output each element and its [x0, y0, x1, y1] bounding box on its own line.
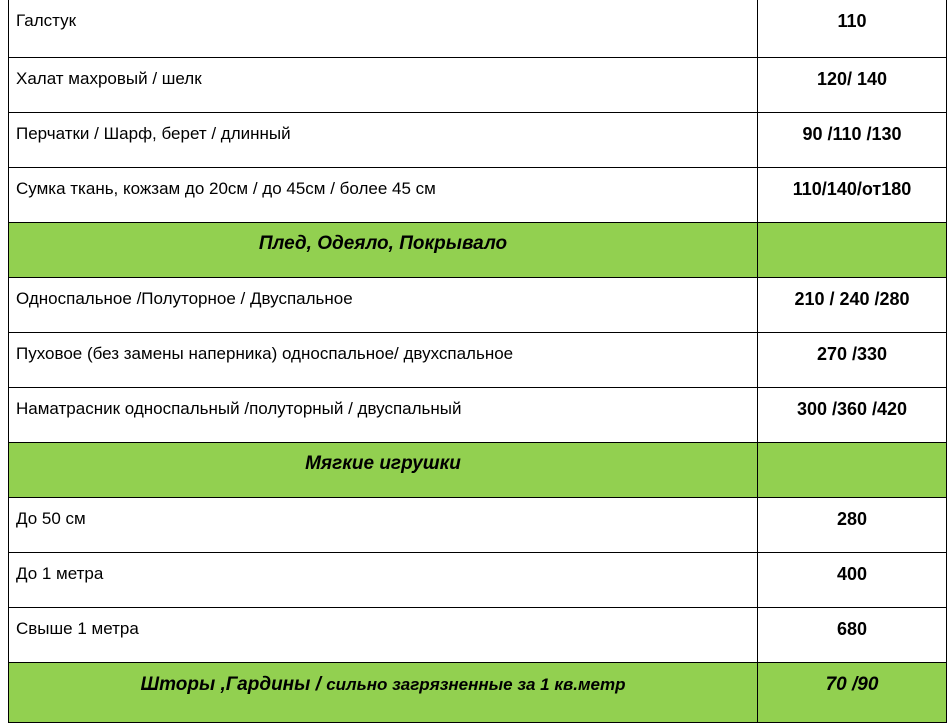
section-heading: Мягкие игрушки [305, 453, 461, 474]
item-price: 210 / 240 /280 [794, 289, 910, 309]
item-price: 70 /90 [825, 674, 879, 695]
item-price: 120/ 140 [816, 69, 888, 89]
item-price: 110 [837, 11, 867, 31]
item-price: 280 [836, 509, 868, 529]
section-heading-sub: сильно загрязненные за 1 кв.метр [326, 675, 626, 694]
table-row [9, 553, 946, 608]
table-row [9, 113, 946, 168]
item-price: 90 /110 /130 [802, 124, 902, 144]
section-heading-row [9, 443, 946, 498]
table-row [9, 168, 946, 223]
item-price: 110/140/от180 [792, 179, 912, 199]
table-row [9, 58, 946, 113]
table-row [9, 0, 946, 58]
table-row [9, 498, 946, 553]
section-heading-main: Шторы ,Гардины / [140, 674, 321, 695]
table-row [9, 388, 946, 443]
item-label: Сумка ткань, кожзам до 20см / до 45см / более 45 см [16, 179, 436, 198]
section-heading: Плед, Одеяло, Покрывало [258, 233, 508, 254]
item-label: Перчатки / Шарф, берет / длинный [16, 124, 291, 143]
item-label: Наматрасник односпальный /полуторный / двуспальный [16, 399, 462, 418]
table-row [9, 278, 946, 333]
item-price: 300 /360 /420 [796, 399, 908, 419]
section-heading-row [9, 223, 946, 278]
item-price: 400 [836, 564, 868, 584]
price-table [8, 0, 947, 723]
table-row [9, 608, 946, 663]
item-label: До 1 метра [16, 564, 104, 583]
item-price: 270 /330 [816, 344, 888, 364]
item-label: Галстук [16, 11, 77, 30]
item-label: До 50 см [16, 509, 86, 528]
section-heading [9, 674, 757, 696]
item-label: Халат махровый / шелк [16, 69, 202, 88]
section-heading-row [9, 663, 946, 722]
table-row [9, 333, 946, 388]
item-label: Односпальное /Полуторное / Двуспальное [16, 289, 353, 308]
item-price: 680 [836, 619, 868, 639]
item-label: Свыше 1 метра [16, 619, 139, 638]
item-label: Пуховое (без замены наперника) односпальное/ двухспальное [16, 344, 514, 363]
